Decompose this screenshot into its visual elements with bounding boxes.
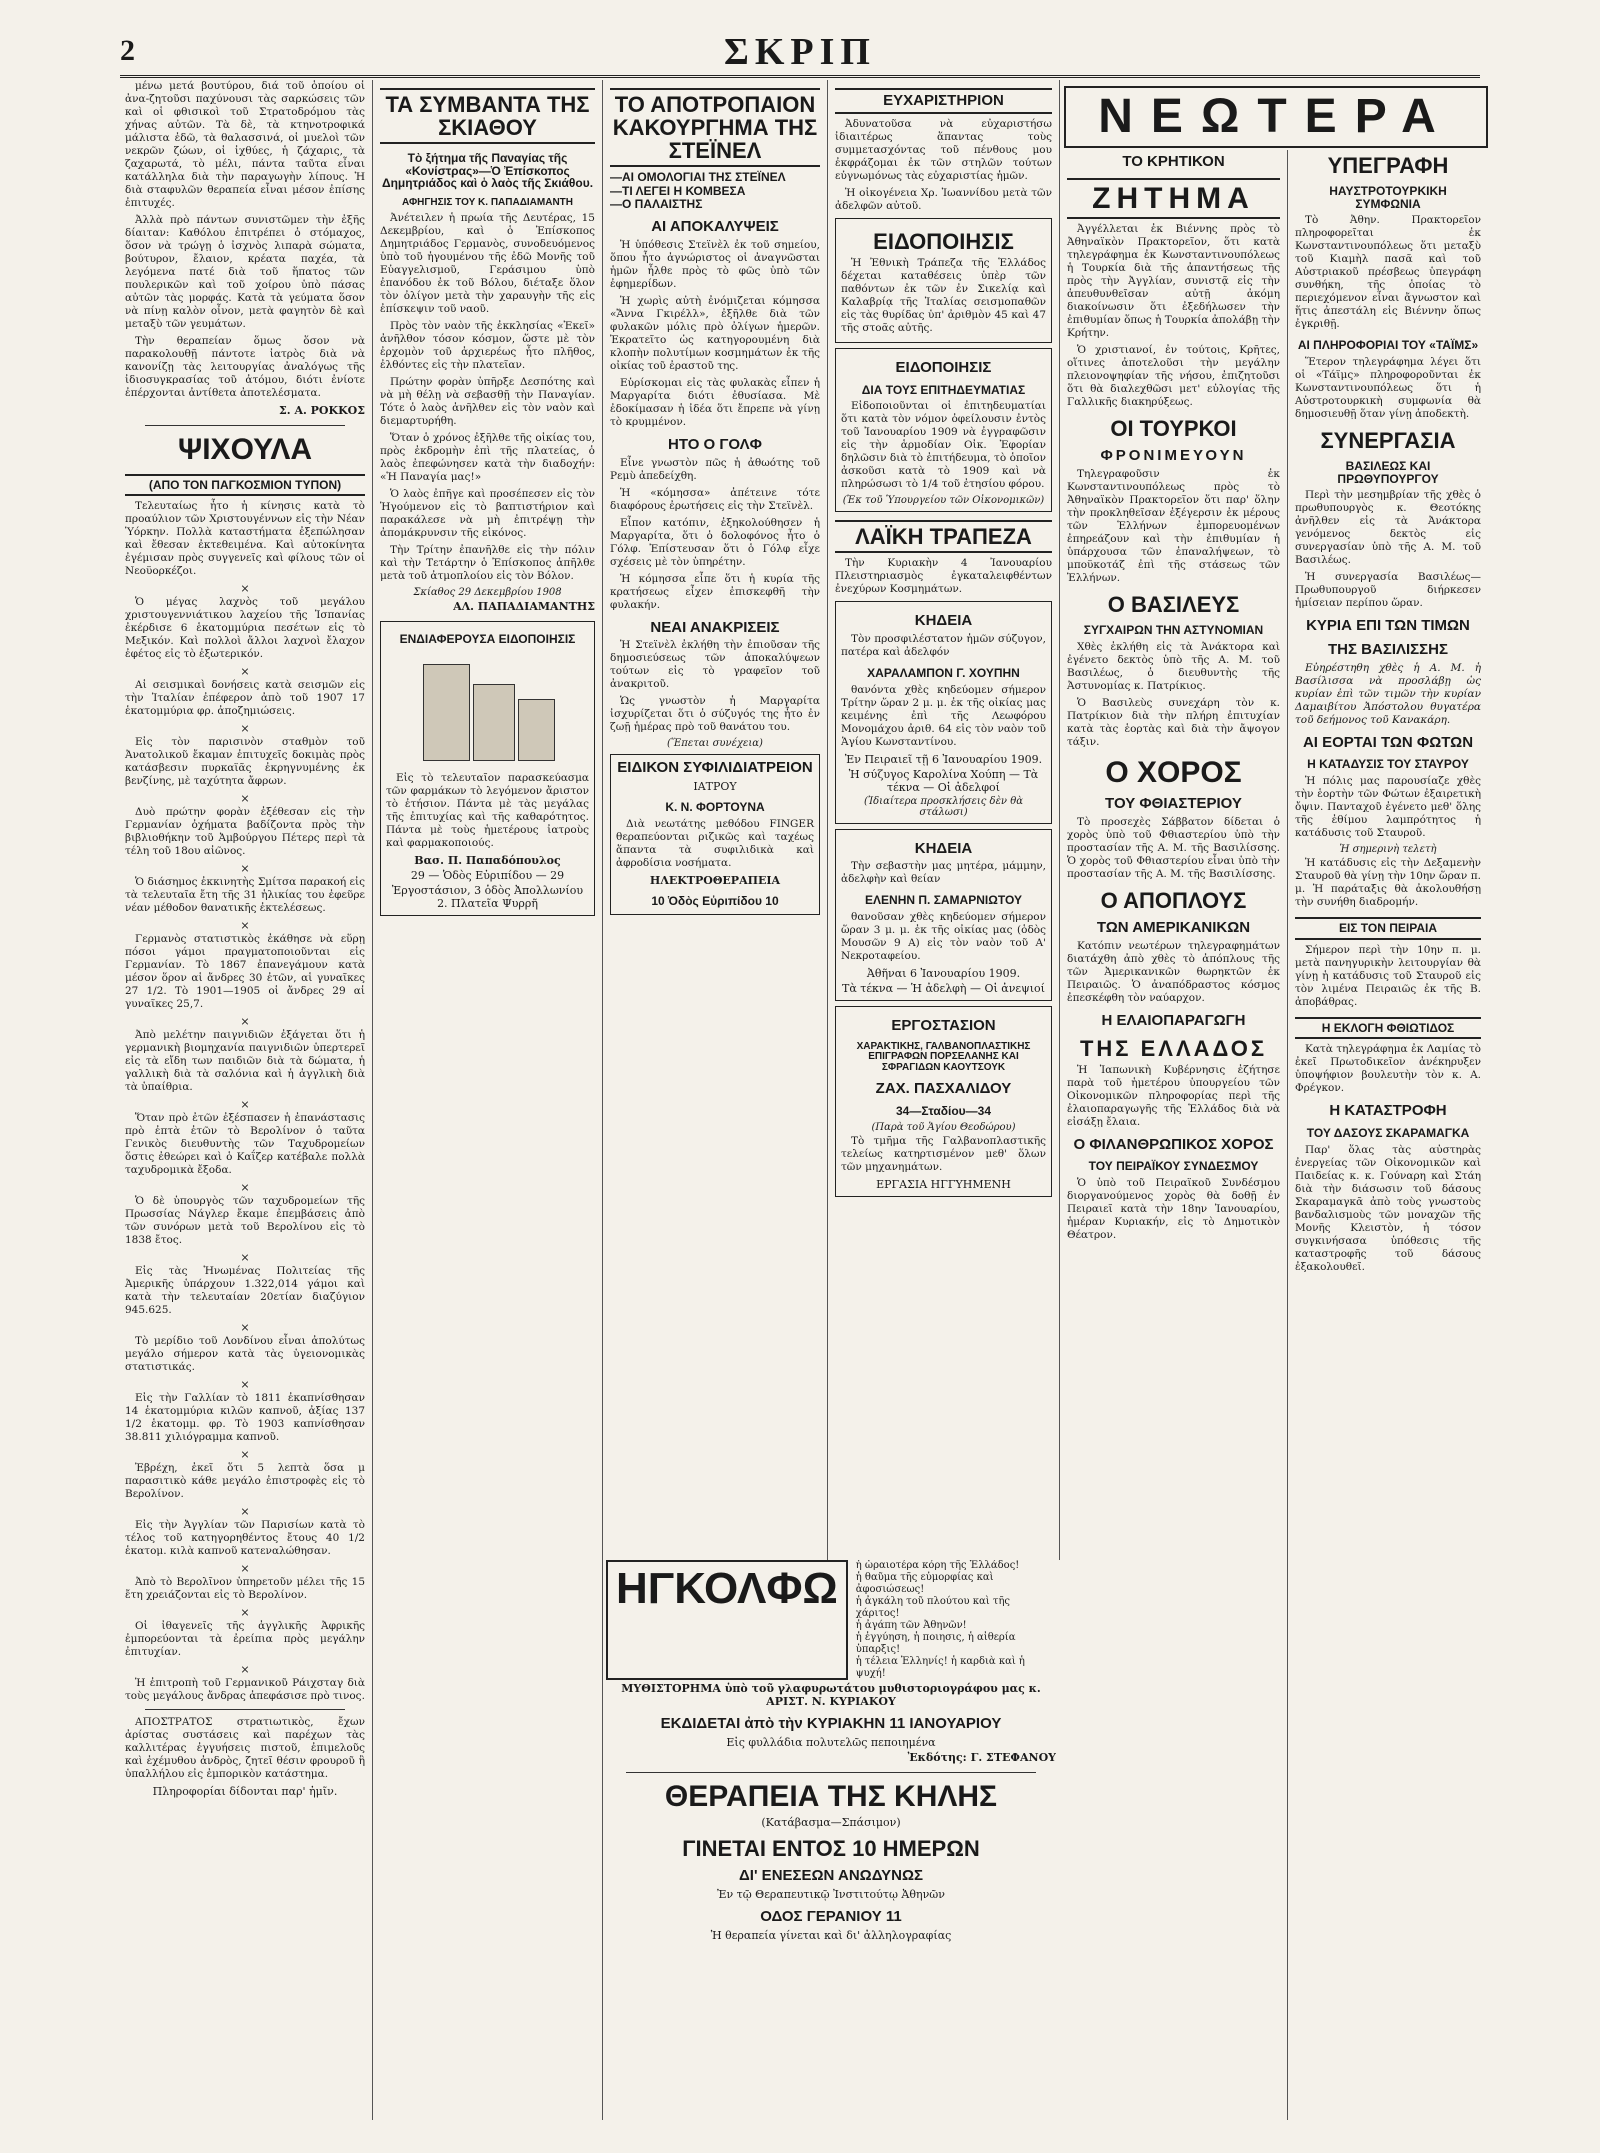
news-item: Γερμανὸς στατιστικὸς ἐκάθησε νὰ εὕρῃ πόσοι γάμοι πραγματοποιοῦνται εἰς Γερμανίαν. Τὸ 1867 ἐπανεγάμουν κατὰ μέσον ὅρον αἱ ἄνδρες 30 ἐτῶν, αἱ γυναῖκες 27 1/2. Τὸ 1901—1905 οἱ ἄνδρες 29 αἱ γυναῖκες 25,7. <box>125 933 365 1011</box>
ad-title: ΕΝΔΙΑΦΕΡΟΥΣΑ ΕΙΔΟΠΟΙΗΣΙΣ <box>399 632 576 647</box>
article-paragraph: Ὅταν ὁ χρόνος ἐξῆλθε τῆς οἰκίας του, πρὸς ἐκδρομὴν ἐπὶ τῆς πλατείας, ὁ λαὸς ἐπεφώνησεν κατὰ τὴν διαδοχήν: «Ἡ Παναγία μας!» <box>380 432 595 484</box>
news-item: Ἐβρέχη, ἐκεῖ ὅτι 5 λεπτὰ ὅσα μ παρασιτικὸ κάθε μεγάλο ἐπιστροφὲς εἰς τὸ Βερολίνον. <box>125 1462 365 1501</box>
news-item: Εἰς τὴν Γαλλίαν τὸ 1811 ἐκαπνίσθησαν 14 ἑκατομμύρια κιλῶν καπνοῦ, ἀξίας 137 1/2 ἑκατομμ. φρ. Τὸ 1903 καπνίσθησαν 38.811 χιλιόγραμμα καπνοῦ. <box>125 1392 365 1444</box>
article-paragraph: Ὡς γνωστὸν ἡ Μαργαρίτα ἰσχυρίζεται ὅτι ὁ σύζυγός της ἦτο ἐν ζωῇ ἡμέρας πρὸ τοῦ θανάτου του. <box>610 695 820 734</box>
tax-notice <box>835 348 1052 512</box>
article-paragraph: Τὴν Τρίτην ἐπανῆλθε εἰς τὴν πόλιν καὶ τὴν Τετάρτην ὁ Ἐπίσκοπος ἀπῆλθε μετὰ τοῦ ἀτμοπλοίου εἰς τὸν Βόλον. <box>380 544 595 583</box>
novel-title: ΗΓΚΟΛΦΩ <box>606 1560 848 1680</box>
notice-title: ΛΑΪΚΗ ΤΡΑΠΕΖΑ <box>835 520 1052 553</box>
article-paragraph: Τὴν θεραπείαν ὅμως ὅσον νὰ παρακολουθῇ πάντοτε ἰατρὸς διὰ νὰ κανονίζῃ τὰς λειτουργίας ἀναλόγως τῆς ἰδιοσυγκρασίας τοῦ ἀτόμου, διότι ἐνίοτε ἐπέρχονται ἀντίθετα ἀποτελέσματα. <box>125 335 365 399</box>
ad-title: ΕΡΓΟΣΤΑΣΙΟΝ <box>891 1016 996 1034</box>
article-paragraph: Ὁ χριστιανοί, ἐν τούτοις, Κρῆτες, οἵτινες ἀποτελοῦσι τὴν μεγάλην πλειονοψηφίαν τῆς νήσου, ἐπιζητοῦσι ὅτι θὰ διαλεχθῶσι μετ' εὐλογίας τῆς Γαλλικῆς διακηρύξεως. <box>1067 344 1280 409</box>
separator-x: × <box>240 1378 250 1392</box>
separator-x: × <box>240 1562 250 1576</box>
teaser-line: ἡ θαῦμα τῆς εὐμορφίας καὶ ἀφοσιώσεως! <box>855 1572 994 1595</box>
article-paragraph: Ὁ ὑπὸ τοῦ Πειραϊκοῦ Συνδέσμου διοργανούμενος χορὸς θὰ δοθῇ ἐν Πειραιεῖ κατὰ τὴν 18ην Ἰανουαρίου, ἡμέραν Κυριακήν, εἰς τὸ Δημοτικὸν Θέατρον. <box>1067 1177 1280 1242</box>
separator-x: × <box>240 862 250 876</box>
section-subtitle: Ἡ σημερινὴ τελετὴ <box>1339 844 1437 855</box>
news-item: Εἰς τὴν Ἀγγλίαν τῶν Παρισίων κατὰ τὸ τέλος τοῦ κατηγορηθέντος ἔτους 40 1/2 ἑκατομ. κιλὰ καπνοῦ κατεναλώθησαν. <box>125 1519 365 1558</box>
ad-doctor-name: Κ. Ν. ΦΟΡΤΟΥΝΑ <box>665 800 765 815</box>
ad-address: Ἐργοστάσιον, 3 ὁδὸς Ἀπολλωνίου 2. Πλατεῖα Ψυρρῆ <box>391 884 584 911</box>
deceased-name: ΕΛΕΝΗΝ Π. ΣΑΜΑΡΝΙΩΤΟΥ <box>865 893 1022 908</box>
article-byline: ΑΦΗΓΗΣΙΣ ΤΟΥ Κ. ΠΑΠΑΔΙΑΜΑΝΤΗ <box>401 196 573 208</box>
funeral-notice <box>835 829 1052 1001</box>
news-item: Εἰς τὸν παρισινὸν σταθμὸν τοῦ Ἀνατολικοῦ ἔκαμαν ἐπιτυχεῖς δοκιμὰς πρὸς κατάσβεσιν πυρκαϊᾶς ἐκρηγνυμένης ἐκ βενζίνης, μὲ ταχύτητα ἄφρων. <box>125 736 365 788</box>
pharmacy-ad <box>380 621 595 916</box>
article-paragraph: Ἀλλὰ πρὸ πάντων συνιστῶμεν τὴν ἐξῆς δίαιταν: Καθόλου ἐπιτρέπει ὁ στόμαχος, ὅσον νὰ τρώγῃ ὁ ἰσχνὸς λιπαρὰ σώματα, βούτυρον, ἔλαιον, κρέατα παχέα, τὰ λεγόμενα πατέ διὰ τοῦ ἥπατος τῶν πουλερικῶν καὶ τοῦ χοίρου ὑπὸ πάσας αὐτῶν τὰς μορφάς. Κατὰ τὰ γεύματα ὅσον νὰ πίνῃ καλὸν οἶνον, μετὰ φαγητὸν δὲ καὶ μεταξὺ τῶν γευμάτων. <box>125 214 365 330</box>
news-item: Αἱ σεισμικαὶ δονήσεις κατὰ σεισμῶν εἰς τὴν Ἰταλίαν ἐπέφερον ἀπὸ τοῦ 1907 17 ἑκατομμύρια φρ. ἀποζημιώσεις. <box>125 679 365 718</box>
column-5 <box>1060 150 1288 2120</box>
ad-subtitle: ΧΑΡΑΚΤΙΚΗΣ, ΓΑΛΒΑΝΟΠΛΑΣΤΙΚΗΣ ΕΠΙΓΡΑΦΩΝ ΠΟΡΣΕΛΑΝΗΣ ΚΑΙ ΣΦΡΑΓΙΔΩΝ ΚΑΟΥΤΣΟΥΚ <box>856 1040 1031 1073</box>
section-title: Ο ΦΙΛΑΝΘΡΩΠΙΚΟΣ ΧΟΡΟΣ <box>1073 1135 1274 1153</box>
article-paragraph: Ἡ ὑπόθεσις Στεϊνὲλ ἐκ τοῦ σημείου, ὅπου ἦτο ἀγνώριστος οἱ ἀναγνῶσται ἡμῶν ἦλθε πρὸς τὸ φῶς ὑπὸ τῶν ἐφημερίδων. <box>610 238 820 290</box>
article-paragraph: Ἡ κατάδυσις εἰς τὴν Δεξαμενὴν Σταυροῦ θὰ γίνῃ τὴν 10ην ὥραν π. μ. Ἡ παράταξις θὰ ἀκολουθήσῃ τὴν συνήθη διαδρομήν. <box>1295 857 1481 908</box>
separator-x: × <box>240 1015 250 1029</box>
article-paragraph: Κατόπιν νεωτέρων τηλεγραφημάτων διατάχθη ἀπὸ χθὲς τὸ ἀπόπλους τῆς τῶν Ἀμερικανικῶν θωρηκτῶν ἐκ Πειραιῶς. Ὁ ἀναπόδραστος κόσμος ἐπεσκέφθη τὸν ναύαρχον. <box>1067 939 1280 1004</box>
divider <box>145 1709 345 1710</box>
article-paragraph: Παρ' ὅλας τὰς αὐστηρὰς ἐνεργείας τῶν Οἰκονομικῶν καὶ Παιδείας κ. κ. Γούναρη καὶ Στάη διὰ τὴν διάσωσιν τοῦ δάσους Σκαραμαγκᾶ ἀπὸ τοὺς γνωστοὺς βανδαλισμοὺς τῶν μοναχῶν τῆς Μονῆς Κλειστὸν, ἡ τόσον συγκινήσασα ὑπόθεσις τῆς καταστροφῆς τοῦ δάσους ἐξακολουθεῖ. <box>1295 1143 1481 1273</box>
section-title: Η ΕΛΑΙΟΠΑΡΑΓΩΓΗ <box>1101 1011 1246 1029</box>
ad-location: (Παρὰ τοῦ Ἁγίου Θεοδώρου) <box>871 1121 1016 1133</box>
article-paragraph: Ἡ «κόμησσα» ἀπέτεινε τότε διαφόρους ἐρωτήσεις εἰς τὴν Στεϊνὲλ. <box>610 486 820 512</box>
funeral-body: θανοῦσαν χθὲς κηδεύομεν σήμερον ὥραν 3 μ. μ. ἐκ τῆς οἰκίας μας (ὁδὸς Μουσῶν 9 Α) εἰς τὸν ναὸν τοῦ Α' Νεκροταφείου. <box>841 910 1046 962</box>
article-lead: Τὸ ξήτημα τῆς Παναγίας τῆς «Κονίστρας»—Ὁ Ἐπίσκοπος Δημητριάδος καὶ ὁ λαὸς τῆς Σκιάθου. <box>381 151 594 191</box>
article-paragraph: Εἶνε γνωστὸν πῶς ἡ ἀθωότης τοῦ Ρεμὺ ἀπεδείχθη. <box>610 456 820 482</box>
ad-body: Διὰ νεωτάτης μεθόδου FINGER θεραπεύονται ριζικῶς καὶ ταχέως ἅπαντα τὰ συφιλιδικὰ καὶ ἀφροδίσια νοσήματα. <box>616 817 814 869</box>
novel-publication: ΕΚΔΙΔΕΤΑΙ ἀπὸ τὴν ΚΥΡΙΑΚΗΝ 11 ΙΑΝΟΥΑΡΙΟΥ <box>660 1715 1002 1732</box>
article-paragraph: Ἡ Ἰαπωνικὴ Κυβέρνησις ἐζήτησε παρὰ τοῦ ἡμετέρου ὑπουργείου τῶν Οἰκονομικῶν πληροφορίας περὶ τῆς ἐλαιοπαραγωγῆς τῆς Ἑλλάδος διὰ νὰ εἰσάξῃ ἔλαια. <box>1067 1063 1280 1128</box>
funeral-body: Τὸν προσφιλέστατον ἡμῶν σύζυγον, πατέρα καὶ ἀδελφόν <box>841 633 1046 659</box>
article-paragraph: Πρὸς τὸν ναὸν τῆς ἐκκλησίας «Ἐκεῖ» ἀνῆλθον τόσον κόσμον, ὥστε μὲ τὸν ἐρχομὸν τοῦ ἀρχιερέως ἦτο πλῆθος, ἐλθόντες εἰς τὴν πλατεῖαν. <box>380 320 595 372</box>
funeral-notice <box>835 601 1052 823</box>
article-paragraph: Τὸ προσεχὲς Σάββατον δίδεται ὁ χορὸς ὑπὸ τοῦ Φθιαστερίου ὑπὸ τὴν προστασίαν τῆς Α. Μ. τῆς Βασιλίσσης. Ὁ χορὸς τοῦ Φθιαστερίου εἶναι ὑπὸ τὴν προστασίαν τῆς Α. Μ. τῆς Βασιλίσσης. <box>1067 816 1280 881</box>
section-title: ΟΙ ΤΟΥΡΚΟΙ <box>1110 416 1237 442</box>
news-item: Ὁ διάσημος ἐκκινητὴς Σμίτσα παρακοή εἰς τὰ τελευταῖα ἔτη τῆς 31 ἡλικίας του ἐφεῦρε νέαν μέθοδον θανατικῆς ἐκτελέσεως. <box>125 876 365 915</box>
page-number: 2 <box>120 34 135 67</box>
section-title: ΣΥΓΧΑΙΡΩΝ ΤΗΝ ΑΣΤΥΝΟΜΙΑΝ <box>1083 623 1264 638</box>
section-title: ΕΙΣ ΤΟΝ ΠΕΙΡΑΙΑ <box>1295 917 1481 940</box>
masthead <box>120 30 1480 78</box>
article-paragraph: Περὶ τὴν μεσημβρίαν τῆς χθὲς ὁ πρωθυπουργὸς κ. Θεοτόκης ἀνῆλθεν εἰς τὰ Ἀνάκτορα γενόμενος δεκτὸς εἰς συνεργασίαν ὑπὸ τῆς Α. Μ. τοῦ Βασιλέως. <box>1295 489 1481 567</box>
ad-note: Πληροφορίαι δίδονται παρ' ἡμῖν. <box>152 1785 338 1799</box>
notice-body: Ἀδυνατοῦσα νὰ εὐχαριστήσω ἰδιαιτέρως ἅπαντας τοὺς συμμετασχόντας τοῦ πένθους μου ἐκφράζομαι ἐκ τῶν στηλῶν τούτων εὐγνωμόνως τὰς εὐχαριστίας ἡμῶν. <box>835 117 1052 182</box>
article-paragraph: Ἀνέτειλεν ἡ πρωία τῆς Δευτέρας, 15 Δεκεμβρίου, καὶ ὁ Ἐπίσκοπος Δημητριάδος Γερμανὸς, συνοδευόμενος ὑπὸ τοῦ ἡγουμένου τῆς ἐδῶ Μονῆς τοῦ Εὐαγγελισμοῦ, Γεράσιμου ὑπὸ ἐπανόδου ἐκ τοῦ Βόλου, διέταξε ὅλον τὸν ὀλίγον μετὰ τὴν χαραυγὴν τῆς εἰς ἐπίσκεψιν τοῦ ναοῦ. <box>380 212 595 316</box>
section-title: Ο ΒΑΣΙΛΕΥΣ <box>1107 592 1240 618</box>
headline-bullet: —ΤΙ ΛΕΓΕΙ Η ΚΟΜΒΕΣΑ <box>610 183 746 198</box>
separator-x: × <box>240 1606 250 1620</box>
novel-ad <box>606 1560 1056 1680</box>
novel-teaser <box>856 1560 1056 1680</box>
hernia-ad-institute: Ἐν τῷ Θεραπευτικῷ Ἰνστιτούτῳ Ἀθηνῶν <box>717 1888 945 1902</box>
signature: Σ. Α. ΡΟΚΚΟΣ <box>279 404 365 417</box>
notice-body: Τὴν Κυριακὴν 4 Ἰανουαρίου Πλειστηριασμὸς ἐγκαταλειφθέντων ἐνεχύρων Κοσμημάτων. <box>835 557 1052 596</box>
hernia-ad-note: Ἡ θεραπεία γίνεται καὶ δι' ἀλληλογραφίας <box>710 1928 952 1942</box>
funeral-body: Τὴν σεβαστὴν μας μητέρα, μάμμην, ἀδελφὴν καὶ θείαν <box>841 860 1046 886</box>
section-title: ΤΗΣ ΒΑΣΙΛΙΣΣΗΣ <box>1327 640 1448 658</box>
section-title: ΗΤΟ Ο ΓΟΛΦ <box>668 435 762 453</box>
signature: ΑΛ. ΠΑΠΑΔΙΑΜΑΝΤΗΣ <box>453 600 595 614</box>
article-paragraph: Ἡ πόλις μας παρουσίαζε χθὲς τὴν ἑορτὴν τῶν Φώτων ἐξαιρετικὴ ὄψιν. Πανταχοῦ ἐγένετο μεθ' ὅλης τῆς ἐθίμου λαμπρότητος ἡ κατάδυσις τοῦ Σταυροῦ. <box>1295 775 1481 839</box>
section-title: ΑΙ ΑΠΟΚΑΛΥΨΕΙΣ <box>651 218 779 236</box>
separator-x: × <box>240 1251 250 1265</box>
funeral-title: ΚΗΔΕΙΑ <box>914 839 973 857</box>
article-paragraph: Κατὰ τηλεγράφημα ἐκ Λαμίας τὸ ἐκεῖ Πρωτοδικεῖον ἀνέκηρυξεν ὑποψήφιον βουλευτὴν τὸν κ. Α. Φρέγκον. <box>1295 1043 1481 1095</box>
hernia-ad-title: ΘΕΡΑΠΕΙΑ ΤΗΣ ΚΗΛΗΣ <box>664 1779 998 1813</box>
section-title: ΤΗΣ ΕΛΛΑΔΟΣ <box>1079 1035 1268 1061</box>
ad-title: ΕΙΔΙΚΟΝ ΣΥΦΙΛΙΔΙΑΤΡΕΙΟΝ <box>617 759 813 777</box>
section-title: ΦΡΟΝΙΜΕΥΟΥΝ <box>1100 447 1247 465</box>
separator-x: × <box>240 722 250 736</box>
notice-subtitle: ΔΙΑ ΤΟΥΣ ΕΠΙΤΗΔΕΥΜΑΤΙΑΣ <box>861 382 1026 397</box>
ad-body: Τὸ τμῆμα τῆς Γαλβανοπλαστικῆς τελείως κατηρτισμένον μεθ' ὅλων τῶν μηχανημάτων. <box>841 1134 1046 1173</box>
paper-title: ΣΚΡΙΠ <box>724 31 876 73</box>
notice-title: ΕΥΧΑΡΙΣΤΗΡΙΟΝ <box>835 88 1052 114</box>
ad-subtitle: ΙΑΤΡΟΥ <box>693 780 737 794</box>
hernia-ad-sub: (Κατάβασμα—Σπάσιμον) <box>761 1816 901 1830</box>
section-title: Η ΚΑΤΑΣΤΡΟΦΗ <box>1329 1102 1447 1120</box>
ad-address: 34—Σταδίου—34 <box>895 1103 991 1118</box>
news-item: Ὁ δὲ ὑπουργὸς τῶν ταχυδρομείων τῆς Πρωσσίας Νάγλερ ἔκαμε ἐπεμβάσεις ἀπὸ τῶν συνόρων μετὰ τοῦ Βερολίνου εἰς τὸ 1838 ἔτος. <box>125 1195 365 1247</box>
bottom-ads <box>606 1560 1056 2120</box>
section-title: ΚΥΡΙΑ ΕΠΙ ΤΩΝ ΤΙΜΩΝ <box>1306 617 1470 635</box>
headline-bullet: —Ο ΠΑΛΑΙΣΤΗΣ <box>610 197 703 212</box>
notice-source: (Ἐκ τοῦ Ὑπουργείου τῶν Οἰκονομικῶν) <box>842 495 1045 507</box>
section-title: ΤΟ ΚΡΗΤΙΚΟΝ <box>1122 153 1225 170</box>
divider <box>626 1772 1036 1773</box>
news-item: Εἰς τὰς Ἡνωμένας Πολιτείας τῆς Ἀμερικῆς ὑπάρχουν 1.322,014 γάμοι καὶ κατὰ τὴν τελευταίαν 20ετίαν διαζύγιον 945.625. <box>125 1265 365 1317</box>
ad-signature: Βασ. Π. Παπαδόπουλος <box>414 854 561 868</box>
divider <box>145 425 345 426</box>
novel-genre: ΜΥΘΙΣΤΟΡΗΜΑ ὑπὸ τοῦ γλαφυρωτάτου μυθιστοριογράφου μας κ. ΑΡΙΣΤ. Ν. ΚΥΡΙΑΚΟΥ <box>621 1682 1041 1708</box>
hernia-ad-line: ΓΙΝΕΤΑΙ ΕΝΤΟΣ 10 ΗΜΕΡΩΝ <box>682 1836 980 1862</box>
separator-x: × <box>240 1505 250 1519</box>
teaser-line: ἡ ἀγάπη τῶν Ἀθηνῶν! <box>855 1620 967 1631</box>
column-4 <box>828 80 1060 1560</box>
deceased-name: ΧΑΡΑΛΑΜΠΟΝ Γ. ΧΟΥΠΗΝ <box>867 666 1020 681</box>
notice-title: ΕΙΔΟΠΟΙΗΣΙΣ <box>873 228 1014 254</box>
section-title: ΣΥΝΕΡΓΑΣΙΑ <box>1320 427 1456 453</box>
ad-guarantee: ΕΡΓΑΣΙΑ ΗΓΓΥΗΜΕΝΗ <box>876 1177 1011 1191</box>
section-title: Η ΕΚΛΟΓΗ ΦΘΙΩΤΙΔΟΣ <box>1295 1017 1481 1040</box>
jars-illustration <box>413 654 563 764</box>
latest-news-banner: ΝΕΩΤΕΡΑ <box>1064 86 1488 148</box>
funeral-body: θανόντα χθὲς κηδεύομεν σήμερον Τρίτην ὥραν 2 μ. μ. ἐκ τῆς οἰκίας μας κειμένης ἐπὶ τῆς Λεωφόρου Μονομάχου ἀριθ. 64 εἰς τὸν ναὸν τοῦ Ἁγίου Κωνσταντίνου. <box>841 683 1046 748</box>
news-item: Δυὸ πρώτην φορὰν ἐξέθεσαν εἰς τὴν Γερμανίαν ὀχήματα βαδίζοντα πρὸς τὴν βιβλιοθήκην τοῦ Ἀμβούργου Πέτερς περὶ τὰ τέλη τοῦ 18ου αἰῶνος. <box>125 806 365 858</box>
teaser-line: ἡ ὡραιοτέρα κόρη τῆς Ἑλλάδος! <box>855 1560 1020 1571</box>
separator-x: × <box>240 1448 250 1462</box>
classified-ad: ΑΠΟΣΤΡΑΤΟΣ στρατιωτικὸς, ἔχων ἀρίστας συστάσεις καὶ παρέχων τὰς καλλιτέρας ἐγγυήσεις πιστοῦ, ἐπιμελοῦς καὶ ἐχέμυθου ἀνδρὸς, ζητεῖ θέσιν φρουροῦ ἢ ὑπαλλήλου εἰς ἐμπορικὸν κατάστημα. <box>125 1716 365 1781</box>
news-item: Ὅταν πρὸ ἐτῶν ἐξέσπασεν ἡ ἐπανάστασις πρὸ ἐπτὰ ἐτῶν τὸ Βερολίνον ὁ ταῦτα Γενικὸς διευθυντὴς τῶν Ταχυδρομείων ὅστις ἐθεώρει καὶ ὁ Καΐζερ κατέβαλε πολλὰ ταχυδρομικὰ ἔξοδα. <box>125 1112 365 1177</box>
article-paragraph: Ἀγγέλλεται ἐκ Βιέννης πρὸς τὸ Ἀθηναϊκὸν Πρακτορεῖον, ὅτι κατὰ τηλεγράφημα ἐκ Κωνσταντινουπόλεως ἡ Τουρκία διὰ τῆς ἀπαντήσεως τῆς πρὸς τὴν Ἀγγλίαν, συνιστᾷ εἰς τὴν ἀπευθυνθεῖσαν αὐτῇ ἀκόμη διακοίνωσιν ὅτι ἐξεδήλωσεν τὴν ἐπιθυμίαν ὅπως ἡ Τουρκία ἀπολάβῃ τὴν Κρήτην. <box>1067 223 1280 340</box>
article-headline: ΤΟ ΑΠΟΤΡΟΠΑΙΟΝ ΚΑΚΟΥΡΓΗΜΑ ΤΗΣ ΣΤΕΪΝΕΛ <box>610 88 820 167</box>
news-item: Ὁ μέγας λαχνὸς τοῦ μεγάλου χριστουγεννιάτικου λαχείου τῆς Ἱσπανίας ἐκέρδισε 6 ἑκατομμύρια πεσέτων εἰς τὸ Μεξικόν. Καὶ πολλοὶ ἄλλοι λαχνοὶ ἔλαχον ἐφέτος εἰς τὸ ἐξωτερικόν. <box>125 596 365 661</box>
section-title: Ο ΑΠΟΠΛΟΥΣ <box>1100 888 1247 914</box>
article-paragraph: Χθὲς ἐκλήθη εἰς τὰ Ἀνάκτορα καὶ ἐγένετο δεκτὸς ὑπὸ τῆς Α. Μ. τοῦ Βασιλέως, ὁ διευθυντὴς τῆς Ἀστυνομίας κ. Πατρίκιος. <box>1067 640 1280 692</box>
news-item: Τελευταίως ἦτο ἡ κίνησις κατὰ τὸ προαύλιον τῶν Χριστουγέννων εἰς τὴν Νέαν Ὑόρκην. Πολλὰ καταστήματα ἐξεπώλησαν καὶ ἔθεσαν ἐκτεθειμένα. Καὶ αὐτοκίνητα ἐγέμισαν πρὸς συγγενεῖς καὶ φίλους τῶν οἱ Νεοϋορκέζοι. <box>125 500 365 578</box>
section-title: Ο ΧΟΡΟΣ <box>1105 755 1242 789</box>
novel-editor: Ἐκδότης: Γ. ΣΤΕΦΑΝΟΥ <box>907 1750 1056 1764</box>
section-subtitle: ΑΙ ΠΛΗΡΟΦΟΡΙΑΙ ΤΟΥ «ΤΑΪΜΣ» <box>1297 338 1479 353</box>
article-paragraph: Ἡ Στεϊνὲλ ἐκλήθη τὴν ἐπιοῦσαν τῆς δημοσιεύσεως τῶν ἀποκαλύψεων τούτων εἰς τὸ γραφεῖον τοῦ ἀνακριτοῦ. <box>610 639 820 691</box>
ad-body: Εἰς τὸ τελευταῖον παρασκεύασμα τῶν φαρμάκων τὸ λεγόμενον ἄριστον τὸ ἐτήσιον. Πάντα μὲ τὰς μεγάλας τῆς ἐπιτυχίας καὶ τῆς καθαρότητος. Πάντα μὲ τοὺς ἡμετέρους ἰατροὺς καὶ φαρμακοποιούς. <box>386 772 589 850</box>
funeral-title: ΚΗΔΕΙΑ <box>914 612 973 630</box>
novel-format: Εἰς φυλλάδια πολυτελῶς πεποιημένα <box>726 1735 936 1749</box>
section-title: ΑΙ ΕΟΡΤΑΙ ΤΩΝ ΦΩΤΩΝ <box>1302 733 1474 751</box>
headline-bullet: —ΑΙ ΟΜΟΛΟΓΙΑΙ ΤΗΣ ΣΤΕΪΝΕΛ <box>610 170 786 185</box>
section-title: ΒΑΣΙΛΕΩΣ ΚΑΙ ΠΡΩΘΥΠΟΥΡΓΟΥ <box>1337 458 1439 486</box>
teaser-line: ἡ τέλεια Ἑλληνίς! ἡ καρδιὰ καὶ ἡ ψυχή! <box>855 1656 1025 1679</box>
notice-signature: Ἡ οἰκογένεια Χρ. Ἰωαννίδου μετὰ τῶν ἀδελφῶν αὐτοῦ. <box>835 186 1052 212</box>
section-title: ΤΟΥ ΠΕΙΡΑΪΚΟΥ ΣΥΝΔΕΣΜΟΥ <box>1088 1159 1259 1174</box>
separator-x: × <box>240 1098 250 1112</box>
news-item: Ἀπὸ τὸ Βερολῖνον ὑπηρετοῦν μέλει τῆς 15 ἔτη χρειάζονται εἰς τὸ Βερολίνον. <box>125 1576 365 1602</box>
section-title: ΤΟΥ ΦΘΙΑΣΤΕΡΙΟΥ <box>1105 795 1242 813</box>
column-6 <box>1288 150 1488 2120</box>
ad-address: 29 — Ὁδὸς Εὐριπίδου — 29 <box>410 869 565 883</box>
section-title: ΤΩΝ ΑΜΕΡΙΚΑΝΙΚΩΝ <box>1096 919 1251 937</box>
section-title: ΥΠΕΓΡΑΦΗ <box>1327 153 1449 178</box>
section-title: ΖΗΤΗΜΑ <box>1067 178 1280 220</box>
funeral-family: Ἡ σύζυγος Καρολίνα Χούπη — Τὰ τέκνα — Οἱ ἀδελφοί <box>848 767 1039 794</box>
article-paragraph: Πρώτην φορὰν ὑπῆρξε Δεσπότης καὶ νὰ μὴ θέλῃ νὰ σεβασθῇ τὴν Παναγίαν. Τότε ὁ λαὸς ἀνῆλθεν εἰς τὸν ναὸν καὶ διεμαρτυρήθη. <box>380 376 595 428</box>
article-paragraph: Ὁ Βασιλεὺς συνεχάρη τὸν κ. Πατρίκιον διὰ τὴν πλήρη ἐπιτυχίαν κατὰ τὰς ἑορτὰς καὶ διὰ τὴν ἄψογον τάξιν. <box>1067 696 1280 748</box>
funeral-date: Ἐν Πειραιεῖ τῇ 6 Ἰανουαρίου 1909. <box>844 752 1043 766</box>
separator-x: × <box>240 919 250 933</box>
notice-body: Ἡ Ἐθνικὴ Τράπεζα τῆς Ἑλλάδος δέχεται καταθέσεις ὑπὲρ τῶν παθόντων ἐκ τῶν ἐν Σικελίᾳ καὶ Καλαβρίᾳ τῆς Ἰταλίας σεισμοπαθῶν εἰς τὰς θυρίδας ὑπ' ἀριθμὸν 45 καὶ 47 τῆς στοᾶς αὐτῆς. <box>841 256 1046 334</box>
separator-x: × <box>240 665 250 679</box>
article-paragraph: Εὑρίσκομαι εἰς τὰς φυλακὰς εἶπεν ἡ Μαργαρίτα διότι ἐθυσίασα. Μὲ ἐδοκίμασαν ἡ ἰδέα ὅτι ἔπρεπε νὰ γίνῃ τὸ κρυμμένον. <box>610 376 820 428</box>
article-paragraph: Εὐηρέστηθη χθὲς ἡ Α. Μ. ἡ Βασίλισσα νὰ προσλάβῃ ὡς κυρίαν ἐπὶ τῶν τιμῶν τὴν κυρίαν Δαμαιβίτου Ἀπόστολου θυγατέρα τοῦ δεήμονος τοῦ Κανακάρη. <box>1295 661 1481 726</box>
ad-line: ΗΛΕΚΤΡΟΘΕΡΑΠΕΙΑ <box>649 873 781 887</box>
article-paragraph: μένω μετά βουτύρου, διά τοῦ ὁποίου οἱ ἀνα-ζητοῦσι παχύνουσι τὰς σαρκώσεις τῶν καὶ οἱ φθισικοὶ τοῦ Στρατοδρόμου τὰς χήνας αὐτῶν. Τὰ δὲ, τὰ κτηνοτροφικά μάλιστα ἐδῶ, τὰ θαλασσινά, οἱ μυελοὶ τῶν νεκρῶν ζώων, οἱ ἰχθύες, ἡ ζάχαρις, τὰ ζαχαρωτά, τὸ μέλι, πάντα ταῦτα εἶναι κατάλληλα διὰ τὴν παραγωγὴν λίπους. Ἡ διὰ σταφυλῶν θεραπεία εἶναι μέσον ἐπίσης ἐπιτυχές. <box>125 80 365 209</box>
notice-title: ΕΙΔΟΠΟΙΗΣΙΣ <box>895 358 992 376</box>
funeral-family: Τὰ τέκνα — Ἡ ἀδελφὴ — Οἱ ἀνεψιοί <box>842 981 1045 995</box>
bank-notice <box>835 218 1052 343</box>
separator-x: × <box>240 1321 250 1335</box>
clinic-ad <box>610 754 820 915</box>
news-item: Ἡ ἐπιτροπὴ τοῦ Γερμανικοῦ Ράιχσταγ διὰ τοὺς μεγάλους ἄνδρας ἀπεφάσισε πρὸ τινος. <box>125 1677 365 1703</box>
section-title: ΤΟΥ ΔΑΣΟΥΣ ΣΚΑΡΑΜΑΓΚΑ <box>1306 1125 1470 1140</box>
workshop-ad <box>835 1006 1052 1197</box>
article-paragraph: Ἡ συνεργασία Βασιλέως—Πρωθυπουργοῦ διήρκεσεν ἡμίσειαν περίπου ὥραν. <box>1295 571 1481 610</box>
section-subtitle: (ΑΠΟ ΤΟΝ ΠΑΓΚΟΣΜΙΟΝ ΤΥΠΟΝ) <box>125 474 365 497</box>
article-dateline: Σκίαθος 29 Δεκεμβρίου 1908 <box>413 587 562 599</box>
hernia-ad-line: ΔΙ' ΕΝΕΣΕΩΝ ΑΝΩΔΥΝΩΣ <box>739 1867 923 1885</box>
article-paragraph: Ἡ κόμησσα εἶπε ὅτι ἡ κυρία τῆς κρατήσεως εἶχεν ἐπισκεφθῆ τὴν φυλακήν. <box>610 572 820 611</box>
news-item: Οἱ ἰθαγενεῖς τῆς ἀγγλικῆς Ἀφρικῆς ἐμπορεύονται τὰ ἐρείπια πρὸς μεγάλην ἐπιτυχίαν. <box>125 1620 365 1659</box>
section-title: ΝΕΑΙ ΑΝΑΚΡΙΣΕΙΣ <box>650 618 780 636</box>
notice-body: Εἰδοποιοῦνται οἱ ἐπιτηδευματίαι ὅτι κατὰ τὸν νόμον ὀφείλουσιν ἐντὸς τοῦ Ἰανουαρίου 1909 νὰ ἐγγραφῶσιν εἰς τὴν ἁρμοδίαν Οἰκ. Ἐφορίαν δηλῶσιν διὰ τὸ ἐπιτήδευμα, τὸ ὁποῖον ἀσκοῦσι κατὰ τὸ 1909 καὶ νὰ πληρώσωσι τὸ 1/4 τοῦ ἐτησίου φόρου. <box>841 400 1046 491</box>
news-item: Τὸ μερίδιο τοῦ Λονδίνου εἶναι ἀπολύτως μεγάλο σήμερον κατὰ τὰς ὑγειονομικὰς στατιστικάς. <box>125 1335 365 1374</box>
separator-x: × <box>240 792 250 806</box>
ad-owner: ΖΑΧ. ΠΑΣΧΑΛΙΔΟΥ <box>875 1080 1012 1098</box>
article-paragraph: Τηλεγραφοῦσιν ἐκ Κωνσταντινουπόλεως πρὸς τὸ Ἀθηναϊκὸν Πρακτορεῖον ὅτι παρ' ὅλην τὴν προκληθεῖσαν ἐξέγερσιν ἐκ μέρους τῶν Ἑλλήνων ἐμπορευομένων ἐπηρεάζουν καὶ τὴν ἐπιθυμίαν ἡ ὑπάρχουσα τῶν ἐπαναλήψεων, τὸ μποϋκοτάζ ἐπὶ τῆς στάσεως τῶν Ἑλλήνων. <box>1067 468 1280 585</box>
column-2 <box>373 80 603 2120</box>
article-paragraph: Σήμερον περὶ τὴν 10ην π. μ. μετὰ πανηγυρικὴν λειτουργίαν θὰ γίνῃ ἡ κατάδυσις τοῦ Σταυροῦ εἰς τὸν λιμένα Πειραιῶς ἐκ τῆς Β. ἀποβάθρας. <box>1295 943 1481 1008</box>
funeral-date: Ἀθῆναι 6 Ἰανουαρίου 1909. <box>866 966 1021 980</box>
separator-x: × <box>240 582 250 596</box>
article-paragraph: Εἶπον κατόπιν, ἐξηκολούθησεν ἡ Μαργαρίτα, ὅτι ὁ δολοφόνος ἦτο ὁ Γόλφ. Ἐπίστευσαν ὅτι ὁ Γόλφ εἶχε σχέσεις μὲ τὸν ὑπηρέτην. <box>610 516 820 568</box>
section-title: ΨΙΧΟΥΛΑ <box>177 433 313 466</box>
funeral-note: (Ἰδιαίτερα προσκλήσεις δὲν θὰ στάλωσι) <box>864 795 1023 818</box>
ad-address: 10 Ὁδὸς Εὐριπίδου 10 <box>651 893 779 908</box>
section-title: ΗΑΥΣΤΡΟΤΟΥΡΚΙΚΗ ΣΥΜΦΩΝΙΑ <box>1329 184 1447 211</box>
section-title: Η ΚΑΤΑΔΥΣΙΣ ΤΟΥ ΣΤΑΥΡΟΥ <box>1307 757 1469 772</box>
teaser-line: ἡ ἀγκάλη τοῦ πλούτου καὶ τῆς χάριτος! <box>855 1596 1011 1619</box>
separator-x: × <box>240 1663 250 1677</box>
article-headline: ΤΑ ΣΥΜΒΑΝΤΑ ΤΗΣ ΣΚΙΑΘΟΥ <box>380 88 595 144</box>
separator-x: × <box>240 1181 250 1195</box>
news-item: Ἀπὸ μελέτην παιγνιδιῶν ἐξάγεται ὅτι ἡ γερμανικὴ βιομηχανία παιγνιδιῶν ὑπερτερεῖ εἰς τὰ εἴδη των παιδιῶν διὰ τὰ δώματα, ἡ γαλλικὴ διὰ τὰ σαλόνια καὶ ἡ ἀγγλικὴ διὰ τὰ ὑπαίθρια. <box>125 1029 365 1094</box>
hernia-ad-address: ΟΔΟΣ ΓΕΡΑΝΙΟΥ 11 <box>760 1908 902 1926</box>
article-paragraph: Ἡ χωρὶς αὐτὴ ἐνόμιζεται κόμησσα «Ἄννα Γκιρέλλ», ἐξῆλθε διὰ τῶν φυλακῶν μόλις πρὸ ὀλίγων ἡμερῶν. Ἐκρατεῖτο ὡς κατηγορουμένη διὰ κλοπὴν πολυτίμων κοσμημάτων ἐκ τῆς οἰκίας τοῦ ἐραστοῦ της. <box>610 294 820 372</box>
teaser-line: ἡ ἐγγύηση, ἡ ποιησις, ἡ αἰθερία ὑπαρξις! <box>855 1632 1016 1655</box>
article-paragraph: Τὸ Ἀθην. Πρακτορεῖον πληροφορεῖται ἐκ Κωνσταντινουπόλεως ὅτι μεταξὺ τοῦ Κιαμὴλ πασᾶ καὶ τοῦ Αὐστριακοῦ πρέσβεως ὑπεγράφη συνθήκη, τῆς ὁποίας τὸ περιεχόμενον εἶναι ἄγνωστον καὶ ἥτις ἀπεστάλη εἰς Βιέννην ὅπως ἐγκριθῇ. <box>1295 214 1481 331</box>
continued-note: (Ἕπεται συνέχεια) <box>667 738 763 750</box>
article-paragraph: Ἕτερον τηλεγράφημα λέγει ὅτι οἱ «Τάϊμς» πληροφοροῦνται ἐκ Κωνσταντινουπόλεως ὅτι ἡ Αὐστροτουρκικὴ συμφωνία θὰ δημοσιευθῇ ὅταν γίνῃ ἀποδεκτὴ. <box>1295 355 1481 420</box>
article-paragraph: Ὁ λαὸς ἐπῆγε καὶ προσέπεσεν εἰς τὸν Ἡγούμενον εἰς τὸ βαπτιστήριον καὶ παρακάλεσε νὰ μὴ ἐπιτρέψῃ τὴν ἀπομάκρυνσιν τῆς εἰκόνος. <box>380 488 595 540</box>
column-1 <box>118 80 373 2120</box>
